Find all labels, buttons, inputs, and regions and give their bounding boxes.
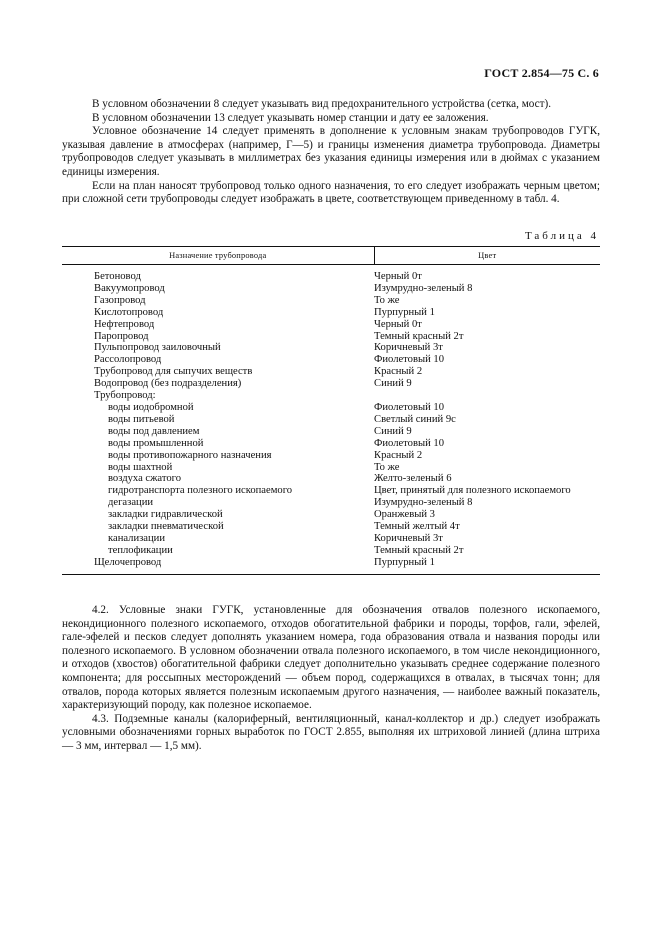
table-row — [62, 319, 600, 331]
table-row — [62, 414, 600, 426]
outro-text — [62, 604, 600, 754]
cell-color: Темный красный 2т — [374, 330, 464, 342]
cell-purpose: Щелочепровод — [62, 557, 374, 574]
cell-purpose: Трубопровод: — [94, 390, 156, 402]
paragraph: В условном обозначении 13 следует указывать номер станции и дату ее заложения. — [92, 111, 489, 124]
cell-purpose: воды питьевой — [108, 413, 175, 425]
table-row — [62, 366, 600, 378]
cell-purpose: Рассолопровод — [94, 354, 162, 366]
cell-color: Темный красный 2т — [374, 544, 464, 556]
intro-text — [62, 98, 600, 207]
table-row — [62, 497, 600, 509]
table-row — [62, 462, 600, 474]
cell-color: Коричневый 3т — [374, 342, 443, 354]
page-header: ГОСТ 2.854—75 С. 6 — [484, 66, 599, 80]
cell-purpose: Паропровод — [94, 330, 149, 342]
cell-purpose: закладки гидравлической — [108, 509, 223, 521]
pipeline-color-table — [62, 246, 600, 575]
cell-purpose: Кислотопровод — [94, 306, 164, 318]
table-row — [62, 557, 600, 574]
table-caption: Таблица 4 — [524, 230, 599, 242]
cell-color: Желто-зеленый 6 — [374, 473, 452, 485]
cell-color: Коричневый 3т — [374, 532, 443, 544]
cell-color: То же — [374, 461, 400, 473]
cell-purpose: канализации — [108, 532, 166, 544]
cell-color: Изумрудно-зеленый 8 — [374, 497, 473, 509]
paragraph: 4.3. Подземные каналы (калориферный, вентиляционный, канал-коллектор и др.) следует изображать условными обозначениями горных выработок по ГОСТ 2.855, выполняя их штриховой линией (длина штриха — 3 мм, интервал — 1,5 мм). — [62, 712, 600, 752]
cell-purpose: Бетоновод — [94, 271, 141, 282]
column-header-color: Цвет — [374, 247, 600, 265]
table-row — [62, 354, 600, 366]
table-row — [62, 509, 600, 521]
cell-purpose: воды противопожарного назначения — [108, 449, 272, 461]
table-row — [62, 473, 600, 485]
cell-color: Изумрудно-зеленый 8 — [374, 282, 473, 294]
column-header-purpose: Назначение трубопровода — [62, 247, 374, 265]
cell-color: Синий 9 — [374, 378, 412, 390]
table-row — [62, 283, 600, 295]
paragraph: В условном обозначении 8 следует указывать вид предохранительного устройства (сетка, мост). — [92, 98, 552, 110]
cell-color: Фиолетовый 10 — [374, 354, 445, 366]
cell-purpose: Нефтепровод — [94, 318, 155, 330]
cell-purpose: воды промышленной — [108, 437, 204, 449]
table-row — [62, 331, 600, 343]
cell-color: То же — [374, 294, 400, 306]
cell-purpose: Пульпопровод заиловочный — [94, 342, 221, 354]
cell-color: Красный 2 — [374, 449, 423, 461]
table-row — [62, 438, 600, 450]
cell-color: Черный 0т — [374, 318, 422, 330]
table-row — [62, 485, 600, 497]
cell-color — [374, 390, 600, 402]
cell-purpose: закладки пневматической — [108, 521, 224, 533]
table-row — [62, 450, 600, 462]
cell-purpose: теплофикации — [108, 544, 173, 556]
cell-purpose: воды иодобромной — [108, 401, 194, 413]
cell-color: Синий 9 — [374, 425, 412, 437]
cell-color: Пурпурный 1 — [374, 557, 600, 574]
cell-purpose: Газопровод — [94, 294, 146, 306]
cell-purpose: воздуха сжатого — [108, 473, 182, 485]
table-row — [62, 265, 600, 283]
cell-color: Светлый синий 9с — [374, 413, 456, 425]
cell-color: Пурпурный 1 — [374, 306, 435, 318]
table-row — [62, 342, 600, 354]
cell-purpose: дегазации — [108, 497, 154, 509]
table-row — [62, 533, 600, 545]
table-body — [62, 265, 600, 575]
paragraph: Условное обозначение 14 следует применять в дополнение к условным знакам трубопроводов ГУГК, указывая давление в атмосферах (например, Г—5) и границы изменения диаметра трубопровода. Диаметры трубопроводов следует указывать в миллиметрах без указания единицы измерения или в дюймах с указанием единицы измерения. — [62, 125, 600, 178]
cell-purpose: воды под давлением — [108, 425, 200, 437]
table-row — [62, 545, 600, 557]
table-row — [62, 402, 600, 414]
cell-purpose: Вакуумопровод — [94, 282, 165, 294]
cell-purpose: воды шахтной — [108, 461, 173, 473]
cell-color: Черный 0т — [374, 271, 422, 282]
table-row — [62, 521, 600, 533]
table-row — [62, 295, 600, 307]
cell-purpose: гидротранспорта полезного ископаемого — [108, 485, 293, 497]
table-row — [62, 378, 600, 390]
cell-color: Фиолетовый 10 — [374, 437, 445, 449]
cell-color: Красный 2 — [374, 366, 423, 378]
cell-color: Темный желтый 4т — [374, 521, 460, 533]
table-row — [62, 390, 600, 402]
cell-color: Оранжевый 3 — [374, 509, 435, 521]
cell-color: Цвет, принятый для полезного ископаемого — [374, 485, 571, 497]
cell-purpose: Водопровод (без подразделения) — [94, 378, 242, 390]
paragraph: Если на план наносят трубопровод только одного назначения, то его следует изображать черным цветом; при сложной сети трубопроводы следует изображать в цвете, соответствующем приведенному в табл. 4. — [62, 179, 600, 206]
table-header-row — [62, 247, 600, 265]
cell-purpose: Трубопровод для сыпучих веществ — [94, 366, 253, 378]
cell-color: Фиолетовый 10 — [374, 401, 445, 413]
table-row — [62, 307, 600, 319]
paragraph: 4.2. Условные знаки ГУГК, установленные для обозначения отвалов полезного ископаемого, некондиционного полезного ископаемого, отходов обогатительной фабрики и породы, торфов, гали, эфелей, гале-эфелей и песков следует дополнять указанием номера, года образования отвала и названия породы или полезного ископаемого. В условном обозначении отвала полезного ископаемого, в том числе некондиционного, и отходов (хвостов) обогатительной фабрики следует дополнительно указывать среднее содержание полезного компонента; для россыпных месторождений — объем пород, содержащихся в отвалах, в тысячах тонн; для отвалов, порода которых является полезным ископаемым другого назначения, — наиболее важный показатель, характеризующий породу, как полезное ископаемое. — [62, 604, 600, 712]
table-row — [62, 426, 600, 438]
